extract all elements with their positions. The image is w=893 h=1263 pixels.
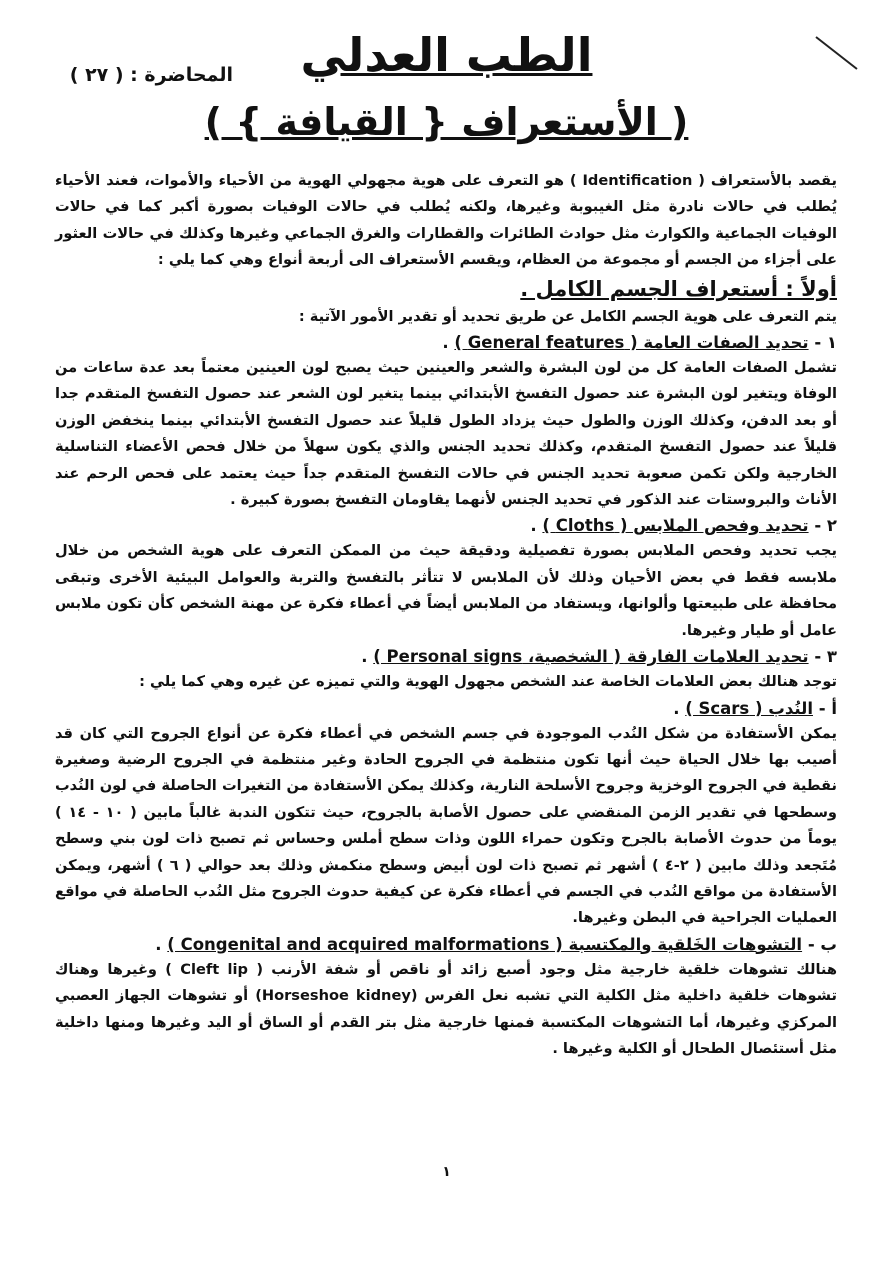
sub-a-paragraph: يمكن الأستفادة من شكل النُدب الموجودة في جسم الشخص في أعطاء فكرة عن أنواع الجروح التي كان قد أصيب بها خلال الحياة حيث أنها تكون منتظمة في الجروح الحادة وغير منتظمة في الجروح الرضية وصغيرة نقطية في الجروح الوخزية وجروح الأسلحة النارية، وكذلك يمكن الأستفادة من التغيرات الحاصلة في لون النُدب وسطحها في تقدير الزمن المنقضي على حصول الأصابة بالجروح، حيث تتكون الندبة غالباً مابين ( ١٠ - ١٤ ) يوماً من حدوث الأصابة بالجرح وتكون حمراء اللون وذات سطح أملس وحساس ثم تصبح ذات لون بني وسطح مُتَجعد وذلك مابين ( ٢-٤ ) أشهر ثم تصبح ذات لون أبيض وسطح منكمش وذلك بعد حوالي ( ٦ ) أشهر، ويمكن الأستفادة من مواقع النُدب في الجسم في أعطاء فكرة عن كيفية حدوث الجروح مثل النُدب الحاصلة في مواقع العمليات الجراحية في البطن وغيرها. (55, 724, 838, 927)
lecture-number: المحاضرة : ( ٢٧ ) (69, 64, 233, 86)
section-heading (55, 274, 837, 304)
sub-a-title: النُدب ( Scars ) (685, 698, 813, 718)
item2-title: تحديد وفحص الملابس ( Cloths ) (542, 516, 809, 536)
page-title: الطب العدلي (300, 28, 593, 82)
item1-heading: ١ - تحديد الصفات العامة ( General features ) . (442, 333, 837, 353)
section-intro: يتم التعرف على هوية الجسم الكامل عن طريق تحديد أو تقدير الأمور الآتية : (298, 307, 837, 325)
item3-heading: ٣ - تحديد العلامات الفارقة ( الشخصية، Personal signs ) . (361, 647, 837, 667)
section-heading-text: أولاً : أستعراف الجسم الكامل . (520, 276, 837, 301)
sub-b-title: التشوهات الخَلقية والمكتسبة ( Congenital and acquired malformations ) (167, 934, 803, 954)
item2-paragraph: يجب تحديد وفحص الملابس بصورة تفصيلية ودقيقة حيث من الممكن التعرف على هوية الشخص من خلال ملابسه فقط في بعض الأحيان وذلك لأن الملابس لا تتأثر بالتفسخ والتربة والعوامل البيئية الأخرى وتبقى محافظة على طبيعتها وألوانها، ويستفاد من الملابس أيضاً في أعطاء فكرة عن مهنة الشخص كأن تكون ملابس عامل أو طيار وغيرها. (55, 542, 837, 639)
sub-b-paragraph: هنالك تشوهات خلقية خارجية مثل وجود أصبع زائد أو ناقص أو شفة الأرنب ( Cleft lip ) وغيرها وهناك تشوهات خلقية داخلية مثل الكلية التي تشبه نعل الفرس (Horseshoe kidney) أو تشوهات الجهاز العصبي المركزي وغيرها، أما التشوهات المكتسبة فمنها خارجية مثل بتر القدم أو الساق أو اليد وغيرها ومنها داخلية مثل أستئصال الطحال أو الكلية وغيرها . (55, 960, 838, 1057)
item3-title: تحديد العلامات الفارقة ( الشخصية، Personal signs ) (373, 647, 809, 667)
intro-paragraph: يقصد بالأستعراف ( Identification ) هو التعرف على هوية مجهولي الهوية من الأحياء والأموات، فعند الأحياء يُطلب في حالات نادرة مثل الغيبوبة وغيرها، ولكنه يُطلب في حالات الوفيات بصورة أكبر كما في حالات الوفيات الجماعية والكوارث مثل حوادث الطائرات والقطارات والغرق الجماعي وغيرها وكذلك في حالات العثور على أجزاء من الجسم أو مجموعة من العظام، ويقسم الأستعراف الى أربعة أنواع وهي كما يلي : (55, 172, 837, 269)
sub-a-heading: أ - النُدب ( Scars ) . (673, 698, 837, 718)
item3-paragraph: توجد هنالك بعض العلامات الخاصة عند الشخص مجهول الهوية والتي تميزه عن غيره وهي كما يلي : (139, 673, 837, 691)
page-subtitle: ( الأستعراف { القيافة } ) (204, 100, 689, 144)
document-body (55, 168, 837, 1062)
page-number: ١ (442, 1164, 451, 1180)
item2-heading: ٢ - تحديد وفحص الملابس ( Cloths ) . (530, 516, 837, 536)
item1-paragraph: تشمل الصفات العامة كل من لون البشرة والشعر والعينين حيث يصبح لون العينين معتماً بعد عدة ساعات من الوفاة ويتغير لون البشرة عند حصول التفسخ الأبتدائي بينما يتغير لون الشعر عند حصول التفسخ المتقدم جدا أو بعد الدفن، وكذلك الوزن والطول حيث يزداد الطول قليلاً عند حصول التفسخ الأبتدائي بينما ينخفض الوزن قليلاً عند حصول التفسخ المتقدم، وكذلك تحديد الجنس والذي يكون سهلاً من خلال فحص الأعضاء التناسلية الخارجية ولكن تكمن صعوبة تحديد الجنس في حالات التفسخ المتقدم جداً حيث يعتمد على فحص الرحم عند الأناث والبروستات عند الذكور في تحديد الجنس لأنهما يقاومان التفسخ بصورة كبيرة . (55, 359, 837, 509)
item1-title: تحديد الصفات العامة ( General features ) (454, 333, 809, 353)
sub-b-heading: ب - التشوهات الخَلقية والمكتسبة ( Congenital and acquired malformations ) . (155, 934, 837, 954)
